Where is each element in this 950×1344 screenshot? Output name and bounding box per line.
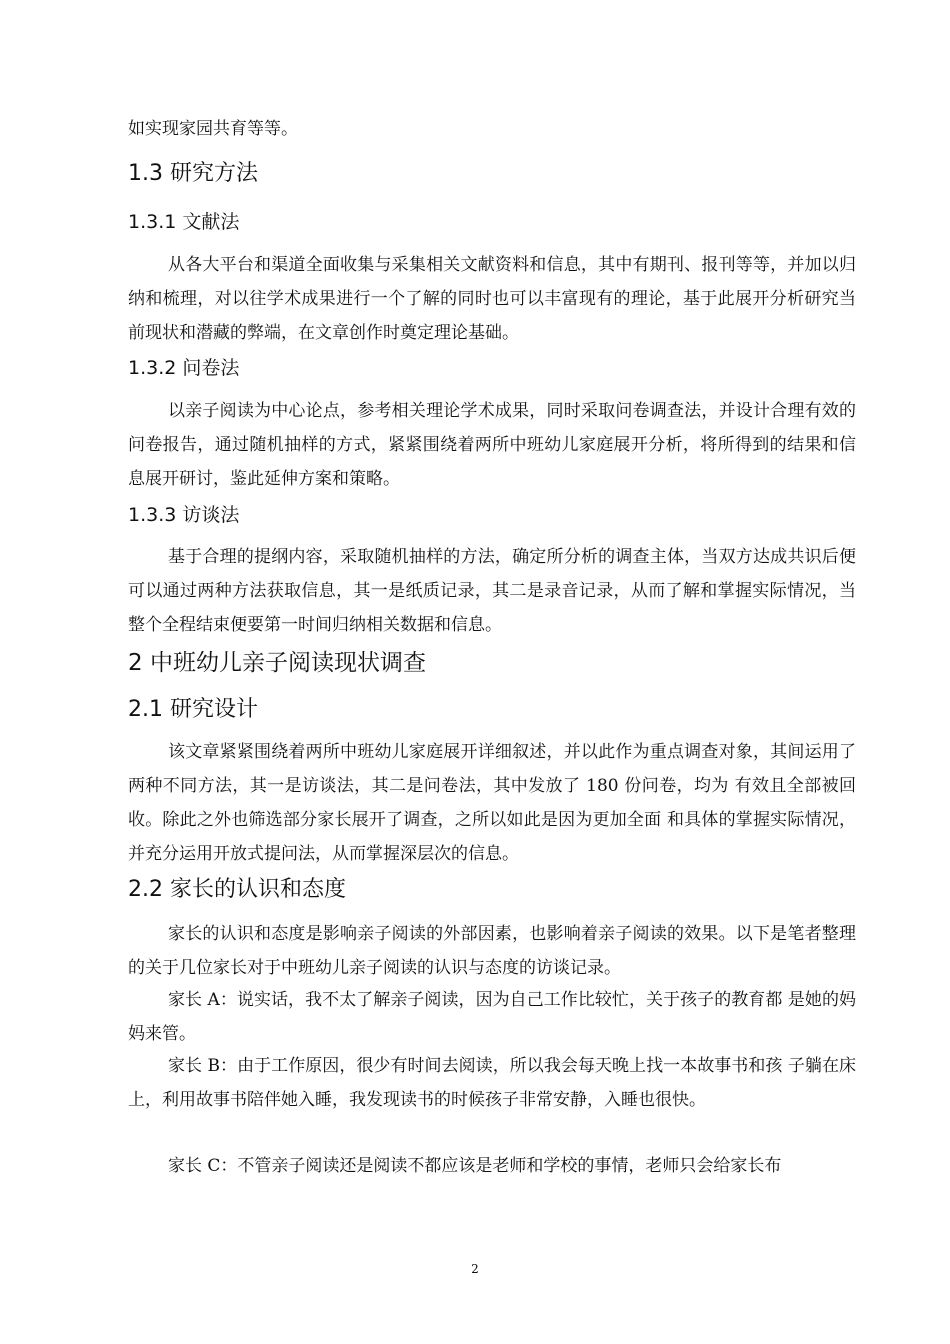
- section-heading: 2.2 家长的认识和态度: [128, 877, 346, 902]
- subsection-heading: 1.3.3 访谈法: [128, 504, 240, 526]
- paragraph: 以亲子阅读为中心论点，参考相关理论学术成果，同时采取问卷调查法，并设计合理有效的问卷报告，通过随机抽样的方式，紧紧围绕着两所中班幼儿家庭展开分析，将所得到的结果和信息展开研讨，鉴此延伸方案和策略。: [128, 401, 856, 489]
- section-heading: 2.1 研究设计: [128, 697, 258, 722]
- paragraph: 从各大平台和渠道全面收集与采集相关文献资料和信息，其中有期刊、报刊等等，并加以归纳和梳理，对以往学术成果进行一个了解的同时也可以丰富现有的理论，基于此展开分析研究当前现状和潜藏的弊端，在文章创作时奠定理论基础。: [128, 255, 856, 343]
- paragraph: 该文章紧紧围绕着两所中班幼儿家庭展开详细叙述，并以此作为重点调查对象，其间运用了两种不同方法，其一是访谈法，其二是问卷法，其中发放了 180 份问卷，均为 有效且全部被回收。除此之外也筛选部分家长展开了调查，之所以如此是因为更加全面 和具体的掌握实际情况，并充分运用开放式提问法，从而掌握深层次的信息。: [128, 742, 856, 864]
- subsection-heading: 1.3.2 问卷法: [128, 357, 240, 379]
- chapter-heading: 2 中班幼儿亲子阅读现状调查: [128, 650, 426, 676]
- interview-record: 家长 A：说实话，我不太了解亲子阅读，因为自己工作比较忙，关于孩子的教育都 是她的妈妈来管。: [128, 990, 856, 1044]
- section-heading: 1.3 研究方法: [128, 161, 258, 186]
- interview-record: 家长 B：由于工作原因，很少有时间去阅读，所以我会每天晚上找一本故事书和孩 子躺在床上，利用故事书陪伴她入睡，我发现读书的时候孩子非常安静，入睡也很快。: [128, 1056, 856, 1110]
- paragraph: 基于合理的提纲内容，采取随机抽样的方法，确定所分析的调查主体，当双方达成共识后便可以通过两种方法获取信息，其一是纸质记录，其二是录音记录，从而了解和掌握实际情况，当整个全程结束便要第一时间归纳相关数据和信息。: [128, 547, 856, 635]
- interview-record: 家长 C：不管亲子阅读还是阅读不都应该是老师和学校的事情，老师只会给家长布: [168, 1156, 782, 1176]
- subsection-heading: 1.3.1 文献法: [128, 211, 240, 233]
- paragraph: 如实现家园共育等等。: [128, 119, 298, 139]
- page-number: 2: [471, 1262, 479, 1276]
- paragraph: 家长的认识和态度是影响亲子阅读的外部因素，也影响着亲子阅读的效果。以下是笔者整理的关于几位家长对于中班幼儿亲子阅读的认识与态度的访谈记录。: [128, 924, 856, 978]
